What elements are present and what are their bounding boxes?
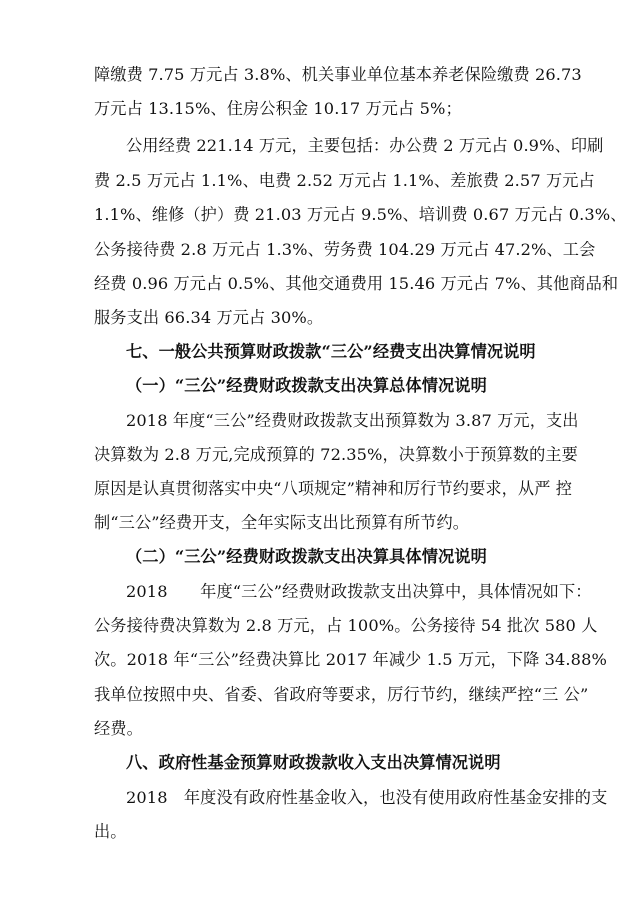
paragraph-line: 原因是认真贯彻落实中央“八项规定”精神和厉行节约要求，从严 控 bbox=[94, 479, 573, 498]
paragraph-line: 万元占 13.15%、住房公积金 10.17 万元占 5%； bbox=[94, 99, 462, 118]
paragraph-line: 经费。 bbox=[94, 719, 143, 738]
section-heading: 八、政府性基金预算财政拨款收入支出决算情况说明 bbox=[126, 753, 501, 772]
paragraph-line: 公用经费 221.14 万元，主要包括：办公费 2 万元占 0.9%、印刷 bbox=[126, 136, 604, 155]
paragraph-line: 1.1%、维修（护）费 21.03 万元占 9.5%、培训费 0.67 万元占 0.3%、 bbox=[94, 205, 627, 224]
paragraph-line: 经费 0.96 万元占 0.5%、其他交通费用 15.46 万元占 7%、其他商品和 bbox=[94, 274, 619, 293]
paragraph-line: 决算数为 2.8 万元,完成预算的 72.35%，决算数小于预算数的主要 bbox=[94, 445, 578, 464]
section-heading: 七、一般公共预算财政拨款“三公”经费支出决算情况说明 bbox=[126, 342, 536, 361]
paragraph-line: 我单位按照中央、省委、省政府等要求，厉行节约，继续严控“三 公” bbox=[94, 685, 589, 704]
paragraph-line: 出。 bbox=[94, 822, 127, 841]
paragraph-line: 2018 年度没有政府性基金收入，也没有使用政府性基金安排的支 bbox=[126, 788, 608, 807]
paragraph-line: 公务接待费 2.8 万元占 1.3%、劳务费 104.29 万元占 47.2%、工会 bbox=[94, 240, 596, 259]
subsection-heading: （二）“三公”经费财政拨款支出决算具体情况说明 bbox=[126, 547, 487, 566]
paragraph-line: 公务接待费决算数为 2.8 万元，占 100%。公务接待 54 批次 580 人 bbox=[94, 616, 598, 635]
paragraph-line: 2018 年度“三公”经费财政拨款支出决算中，具体情况如下： bbox=[126, 582, 592, 601]
paragraph-line: 次。2018 年“三公”经费决算比 2017 年减少 1.5 万元，下降 34.88% bbox=[94, 650, 607, 669]
paragraph-line: 障缴费 7.75 万元占 3.8%、机关事业单位基本养老保险缴费 26.73 bbox=[94, 65, 582, 84]
paragraph-line: 制“三公”经费开支，全年实际支出比预算有所节约。 bbox=[94, 513, 470, 532]
paragraph-line: 2018 年度“三公”经费财政拨款支出预算数为 3.87 万元，支出 bbox=[126, 411, 579, 430]
subsection-heading: （一）“三公”经费财政拨款支出决算总体情况说明 bbox=[126, 376, 487, 395]
paragraph-line: 费 2.5 万元占 1.1%、电费 2.52 万元占 1.1%、差旅费 2.57 万元占 bbox=[94, 171, 595, 190]
paragraph-line: 服务支出 66.34 万元占 30%。 bbox=[94, 308, 324, 327]
